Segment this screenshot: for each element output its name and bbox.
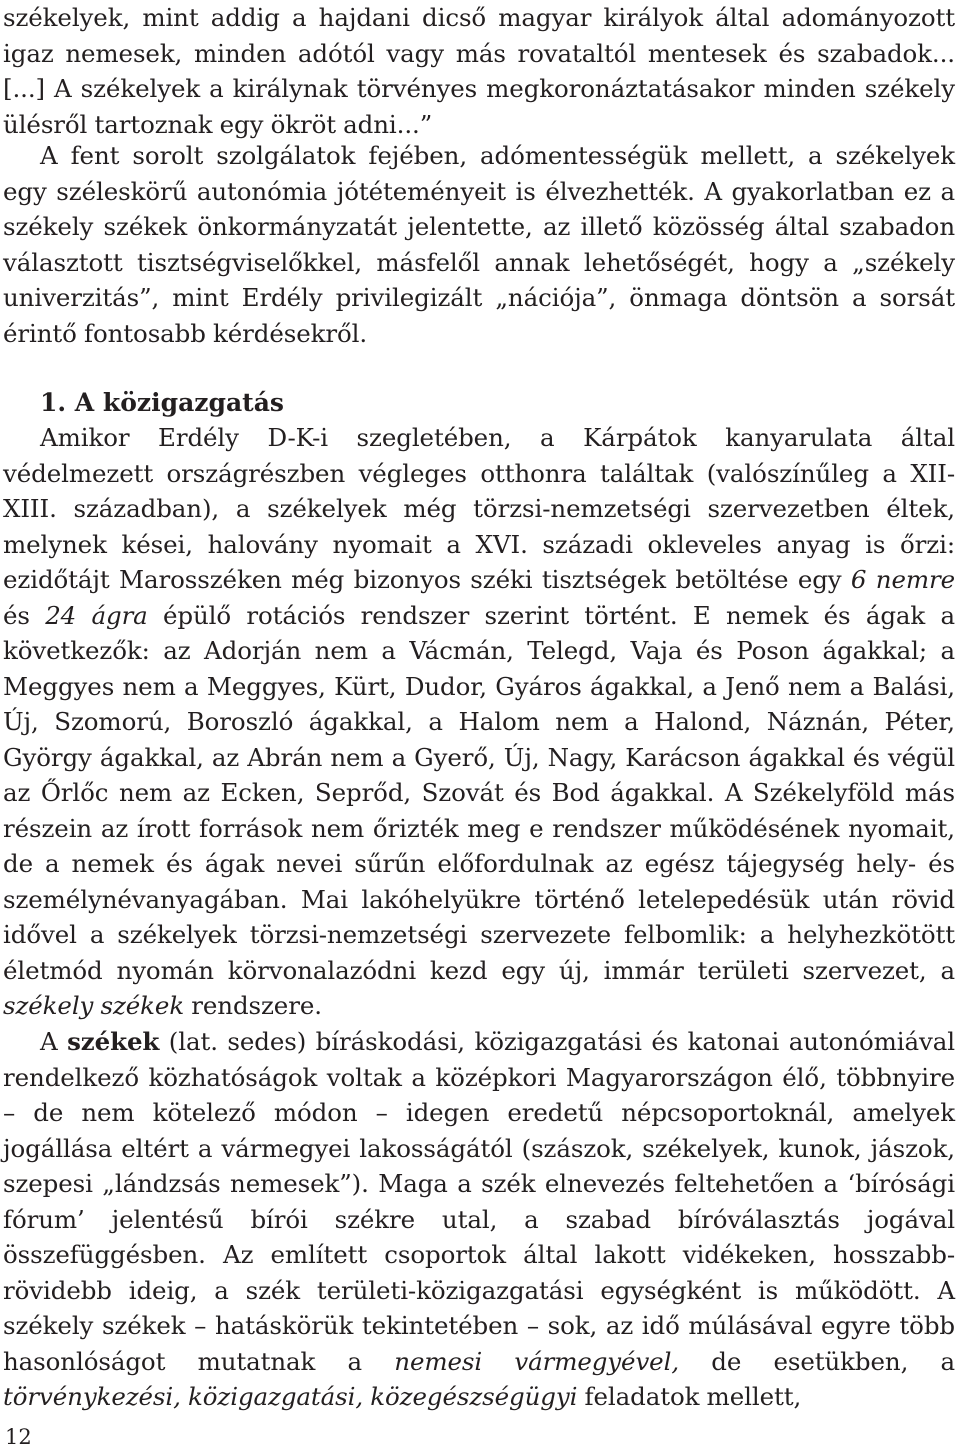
p4-text-c: de esetükben, a (679, 1346, 955, 1376)
section-heading: 1. A közigazgatás (40, 388, 284, 417)
p3-italic-nemre: 6 nemre (850, 565, 955, 594)
paragraph-quote-end: székelyek, mint addig a hajdani dicső magyar királyok által adományozott igaz nemesek, minden adótól vagy más rovataltól mentesek és szabadok...[...] A székelyek a királynak törvényes megkoronáztatásakor minden székely ülésről tartoznak egy ökröt adni...” (3, 3, 955, 139)
p4-text-d: feladatok mellett, (577, 1382, 802, 1411)
p4-text-b: (lat. sedes) bíráskodási, közigazgatási és katonai autonómiával rendelkező közhatóságok voltak a középkori Magyarországon élő, többnyire – de nem kötelező módon – idegen eredetű népcsoportoknál, amelyek jogállása eltért a vármegyei lakosságától (szászok, székelyek, kunok, jászok, szepesi „lándzsás nemesek”). Maga a szék elnevezés feltehetően a ‘bírósági fórum’ jelentésű bírói székre utal, a szabad bíróválasztás jogával összefüggésben. Az említett csoportok által lakott vidékeken, hosszabb-rövidebb ideig, a szék területi-közigazgatási egységként is működött. A székely székek – hatáskörük tekintetében – sok, az idő múlásával egyre több hasonlóságot mutatnak a (3, 1027, 955, 1376)
page-number: 12 (5, 1425, 32, 1449)
p4-italic-feladatok: törvénykezési, közigazgatási, közegészségügyi (3, 1382, 578, 1411)
p3-italic-szekely-szekek: székely székek (3, 991, 185, 1020)
p4-italic-nemesi-varmegye: nemesi vármegyével, (394, 1346, 680, 1376)
paragraph-szekek (3, 1024, 955, 1415)
p3-text-b: és (3, 600, 46, 630)
p4-text-a: A (40, 1027, 68, 1056)
paragraph-autonomy: A fent sorolt szolgálatok fejében, adómentességük mellett, a székelyek egy széleskörű autonómia jótéteményeit is élvezhették. A gyakorlatban ez a székely székek önkormányzatát jelentette, az illető közösség által szabadon választott tisztségviselőkkel, másfelől annak lehetőségét, hogy a „székely univerzitás”, mint Erdély privilegizált „nációja”, önmaga döntsön a sorsát érintő fontosabb kérdésekről. (3, 141, 955, 348)
p3-text-d: rendszere. (184, 991, 322, 1020)
p3-italic-agra: 24 ágra (45, 600, 148, 630)
p4-bold-szekek: székek (67, 1027, 160, 1056)
paragraph-administration (3, 420, 955, 1024)
p3-text-c: épülő rotációs rendszer szerint történt. E nemek és ágak a következők: az Adorján nem a Vácmán, Telegd, Vaja és Poson ágakkal; a Meggyes nem a Meggyes, Kürt, Dudor, Gyáros ágakkal, a Jenő nem a Balási, Új, Szomorú, Boroszló ágakkal, a Halom nem a Halond, Náznán, Péter, György ágakkal, az Abrán nem a Gyerő, Új, Nagy, Karácson ágakkal és végül az Őrlőc nem az Ecken, Seprőd, Szovát és Bod ágakkal. A Székelyföld más részein az írott források nem őrizték meg e rendszer működésének nyomait, de a nemek és ágak nevei sűrűn előfordulnak az egész tájegység hely- és személynévanyagában. Mai lakóhelyükre történő letelepedésük után rövid idővel a székelyek törzsi-nemzetségi szervezete felbomlik: a helyhezkötött életmód nyomán körvonalazódni kezd egy új, immár területi szervezet, a (3, 600, 955, 985)
p3-text-a: Amikor Erdély D-K-i szegletében, a Kárpátok kanyarulata által védelmezett országrészben végleges otthonra találtak (valószínűleg a XII-XIII. században), a székelyek még törzsi-nemzetségi szervezetben éltek, melynek kései, halovány nyomait a XVI. századi okleveles anyag is őrzi: ezidőtájt Marosszéken még bizonyos széki tisztségek betöltése egy (3, 423, 955, 594)
